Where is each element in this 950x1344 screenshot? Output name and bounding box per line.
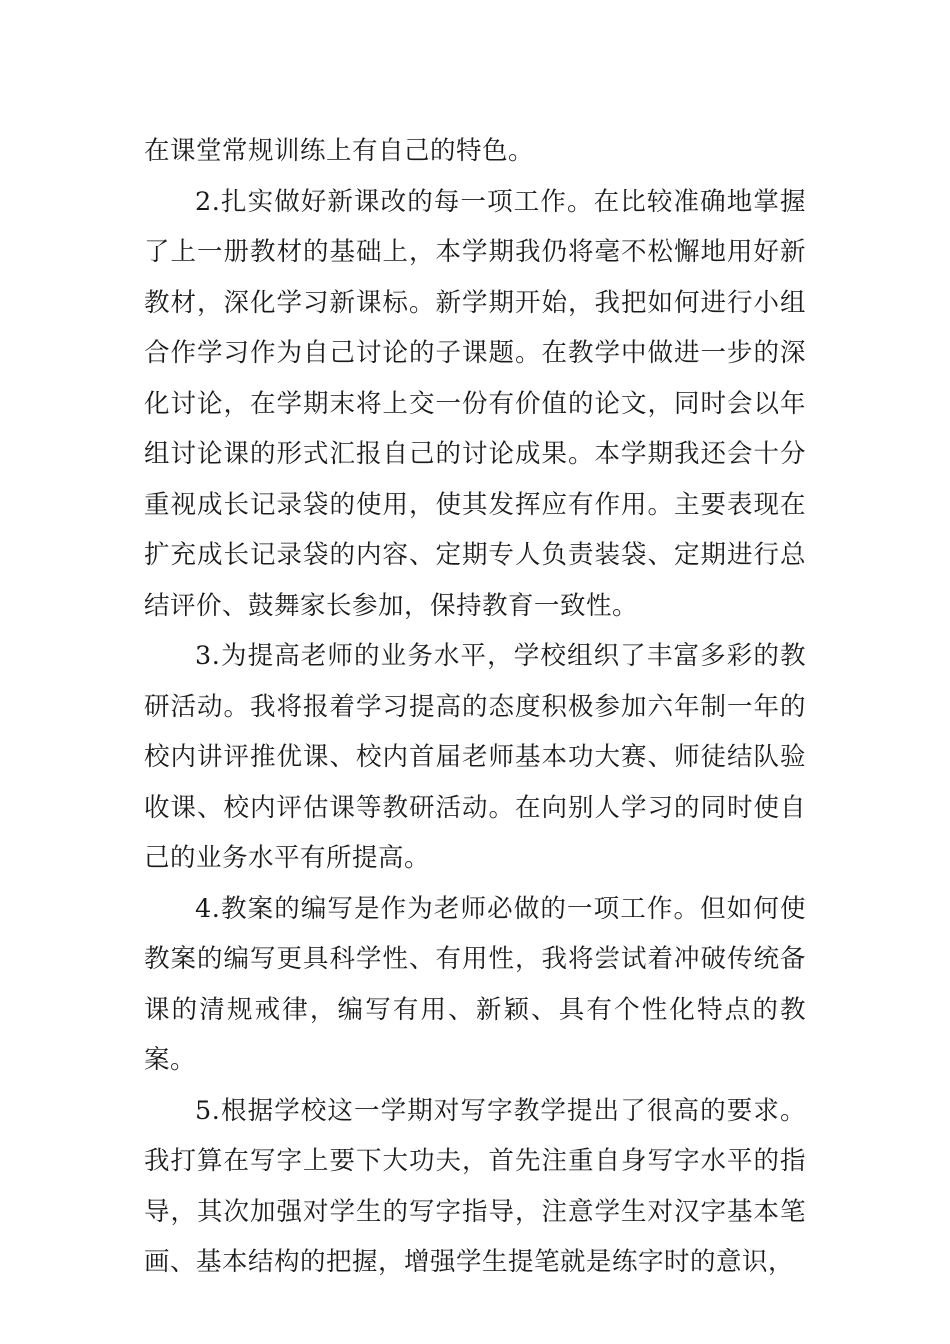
document-body: [144, 126, 806, 1288]
paragraph-item-4: 4.教案的编写是作为老师必做的一项工作。但如何使教案的编写更具科学性、有用性，我将尝试着冲破传统备课的清规戒律，编写有用、新颖、具有个性化特点的教案。: [144, 893, 806, 1075]
paragraph-item-5: 5.根据学校这一学期对写字教学提出了很高的要求。我打算在写字上要下大功夫，首先注重自身写字水平的指导，其次加强对学生的写字指导，注意学生对汉字基本笔画、基本结构的把握，增强学生提笔就是练字时的意识，: [144, 1095, 806, 1277]
paragraph-item-2: 2.扎实做好新课改的每一项工作。在比较准确地掌握了上一册教材的基础上，本学期我仍将毫不松懈地用好新教材，深化学习新课标。新学期开始，我把如何进行小组合作学习作为自己讨论的子课题。在教学中做进一步的深化讨论，在学期末将上交一份有价值的论文，同时会以年组讨论课的形式汇报自己的讨论成果。本学期我还会十分重视成长记录袋的使用，使其发挥应有作用。主要表现在扩充成长记录袋的内容、定期专人负责装袋、定期进行总结评价、鼓舞家长参加，保持教育一致性。: [144, 186, 806, 621]
paragraph-item-3: 3.为提高老师的业务水平，学校组织了丰富多彩的教研活动。我将报着学习提高的态度积极参加六年制一年的校内讲评推优课、校内首届老师基本功大赛、师徒结队验收课、校内评估课等教研活动。在向别人学习的同时使自己的业务水平有所提高。: [144, 641, 806, 873]
paragraph-continuation: 在课堂常规训练上有自己的特色。: [144, 136, 535, 166]
